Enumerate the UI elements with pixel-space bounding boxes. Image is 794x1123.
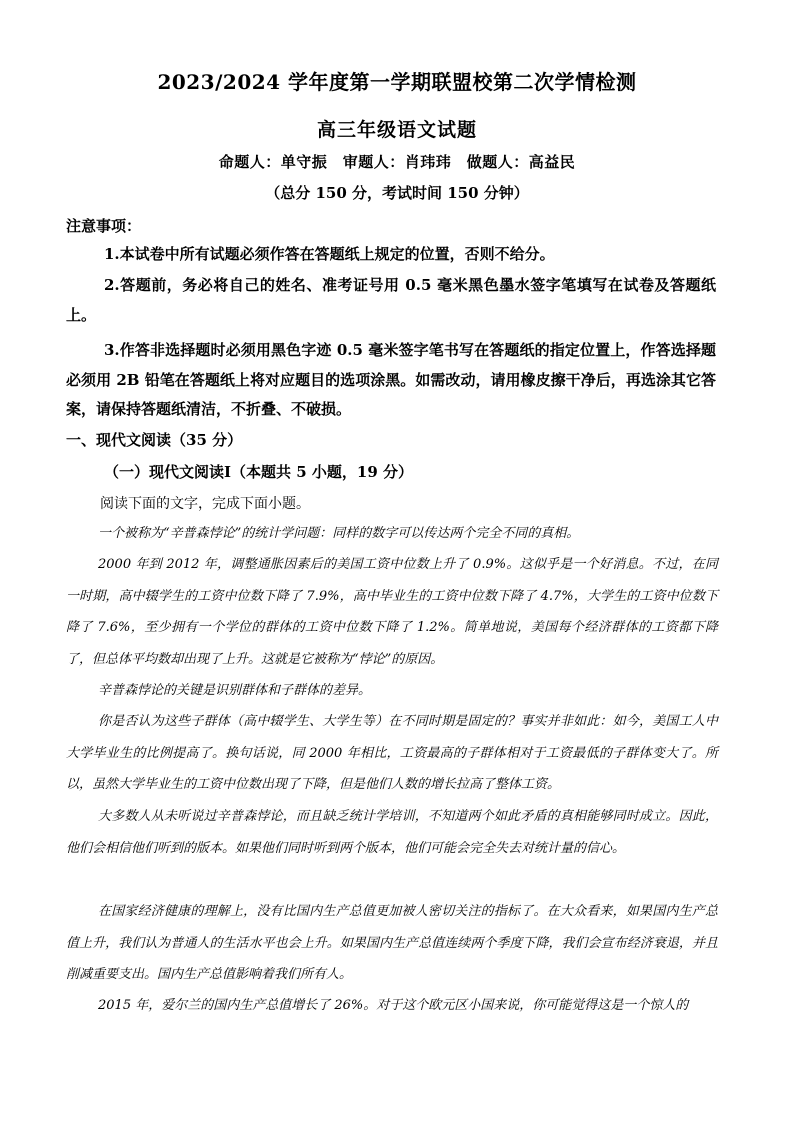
passage-paragraph: 你是否认为这些子群体（高中辍学生、大学生等）在不同时期是固定的？事实并非如此：如今，美国工人中大学毕业生的比例提高了。换句话说，同 2000 年相比，工资最高的子群体相对于工资最低的子群体变大了。所以，虽然大学毕业生的工资中位数出现了下降，但是他们人数的增长拉高了整体工资。: [66, 714, 718, 792]
reading-instruction: 阅读下面的文字，完成下面小题。: [100, 496, 310, 512]
subsection-heading: （一）现代文阅读Ⅰ（本题共 5 小题，19 分）: [104, 463, 413, 481]
notice-item: 3.作答非选择题时必须用黑色字迹 0.5 毫米签字笔书写在答题纸的指定位置上，作答选择题必须用 2B 铅笔在答题纸上将对应题目的选项涂黑。如需改动，请用橡皮擦干净后，再选涂其它答案，请保持答题纸清洁，不折叠、不破损。: [66, 341, 716, 418]
exam-title: 2023/2024 学年度第一学期联盟校第二次学情检测: [157, 70, 637, 94]
exam-authors: 命题人：单守振 审题人：肖玮玮 做题人：高益民: [218, 153, 576, 171]
passage-paragraph: 2015 年，爱尔兰的国内生产总值增长了 26%。对于这个欧元区小国来说，你可能觉得这是一个惊人的: [98, 998, 689, 1013]
passage-paragraph: 在国家经济健康的理解上，没有比国内生产总值更加被人密切关注的指标了。在大众看来，如果国内生产总值上升，我们认为普通人的生活水平也会上升。如果国内生产总值连续两个季度下降，我们会宣布经济衰退，并且削减重要支出。国内生产总值影响着我们所有人。: [66, 904, 718, 982]
passage-paragraph: 大多数人从未听说过辛普森悖论，而且缺乏统计学培训，不知道两个如此矛盾的真相能够同时成立。因此，他们会相信他们听到的版本。如果他们同时听到两个版本，他们可能会完全失去对统计量的信心。: [66, 809, 718, 856]
passage-paragraph: 辛普森悖论的关键是识别群体和子群体的差异。: [98, 683, 372, 698]
passage-paragraph: 2000 年到 2012 年，调整通胀因素后的美国工资中位数上升了 0.9%。这似乎是一个好消息。不过，在同一时期，高中辍学生的工资中位数下降了 7.9%，高中毕业生的工资中位数下降了 4.7%，大学生的工资中位数下降了 7.6%，至少拥有一个学位的群体的工资中位数下降了 1.2%。简单地说，美国每个经济群体的工资都下降了，但总体平均数却出现了上升。这就是它被称为“悖论”的原因。: [66, 557, 718, 667]
notice-item: 1.本试卷中所有试题必须作答在答题纸上规定的位置，否则不给分。: [104, 245, 555, 263]
section-heading: 一、现代文阅读（35 分）: [66, 431, 243, 449]
exam-subtitle: 高三年级语文试题: [316, 119, 477, 141]
passage-paragraph: 一个被称为“辛普森悖论”的统计学问题：同样的数字可以传达两个完全不同的真相。: [98, 526, 580, 541]
notice-heading: 注意事项：: [66, 217, 142, 235]
exam-score-time: （总分 150 分，考试时间 150 分钟）: [265, 184, 529, 202]
notice-item: 2.答题前，务必将自己的姓名、准考证号用 0.5 毫米黑色墨水签字笔填写在试卷及答题纸上。: [66, 276, 716, 324]
